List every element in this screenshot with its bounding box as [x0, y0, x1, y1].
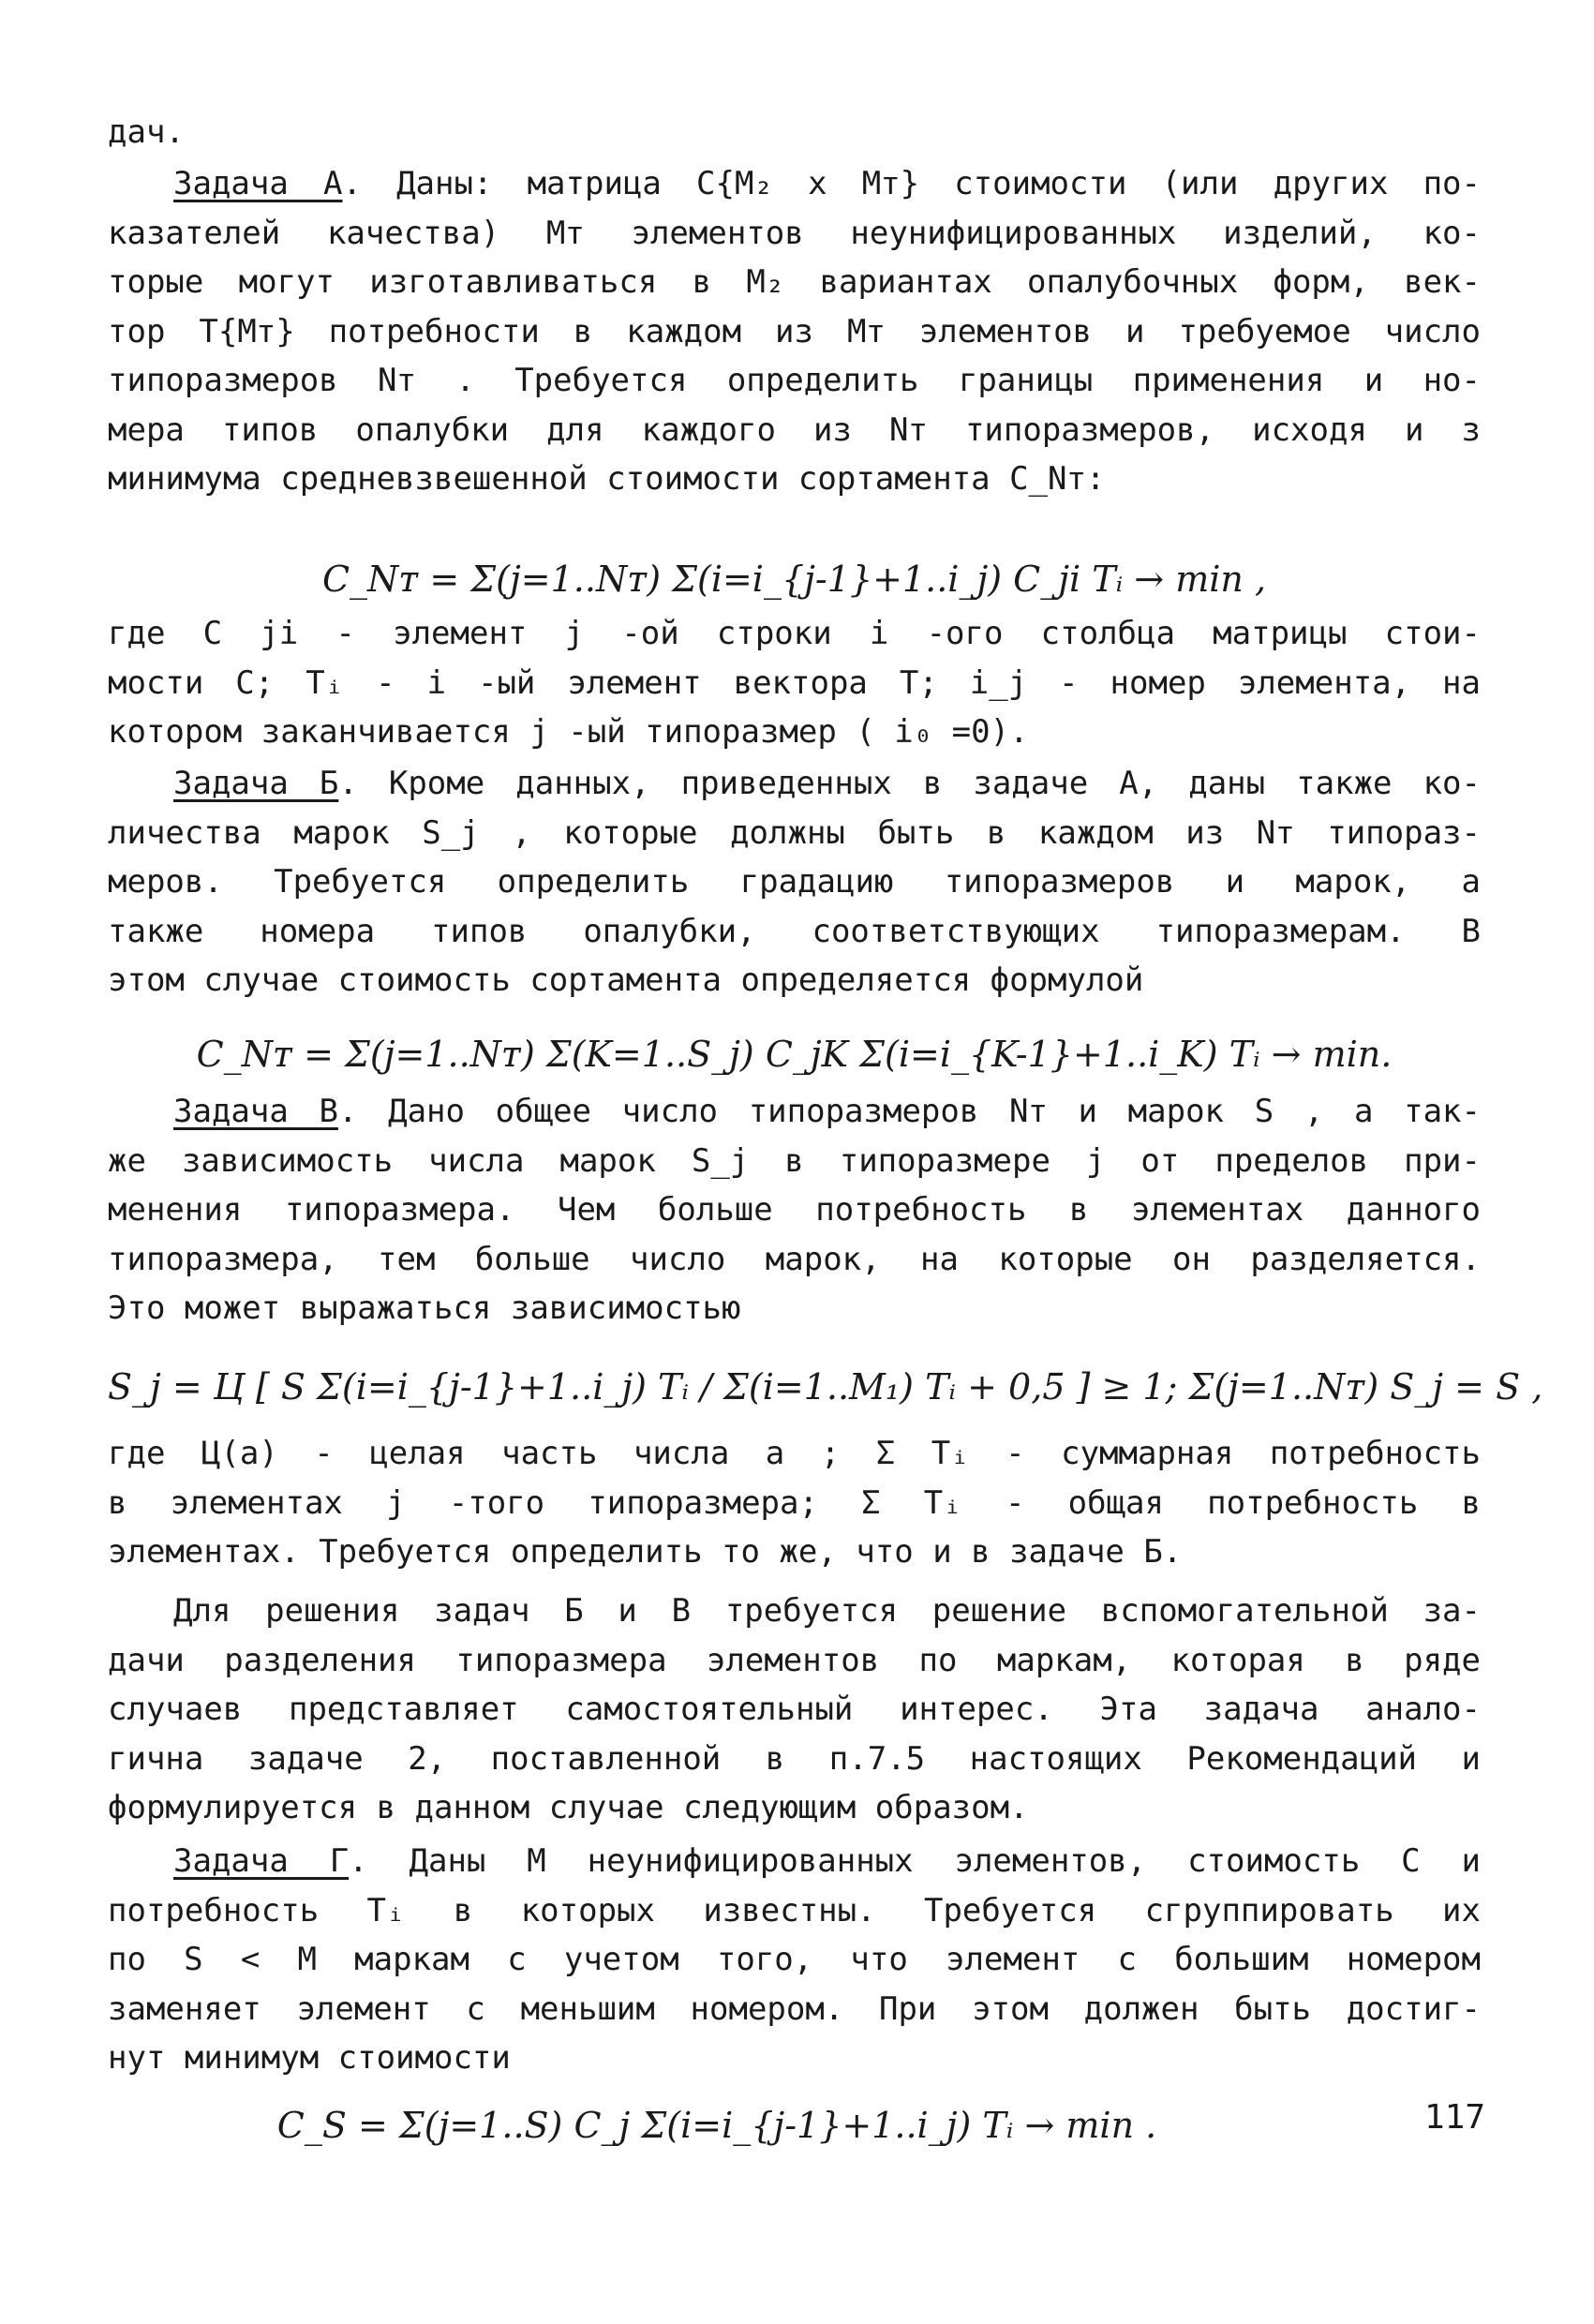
task-a-paragraph [108, 159, 1481, 504]
text-line: заменяет элемент с меньшим номером. При этом должен быть достиг- [108, 1989, 1481, 2028]
text-line: гична задаче 2, поставленной в п.7.5 настоящих Рекомендаций и [108, 1739, 1481, 1778]
text-line: также номера типов опалубки, соответствующих типоразмерам. В [108, 912, 1481, 950]
text-line: где C ji - элемент j -ой строки i -ого столбца матрицы стои- [108, 615, 1481, 652]
text-line: формулируется в данном случае следующим образом. [108, 1789, 1029, 1826]
task-b-paragraph [108, 759, 1481, 1006]
text-line: Задача В. Дано общее число типоразмеров Nᴛ и марок S , а так- [173, 1093, 1481, 1130]
formula-task-v: S_j = Ц [ S Σ(i=i_{j-1}+1..i_j) Tᵢ / Σ(i=1..M₁) Tᵢ + 0,5 ] ≥ 1; Σ(j=1..Nᴛ) S_j = S , [108, 1366, 1543, 1408]
task-a-title: Задача А [173, 165, 343, 202]
text-line: типоразмера, тем больше число марок, на которые он разделяется. [108, 1240, 1481, 1278]
auxiliary-task-paragraph [108, 1587, 1481, 1833]
text-line: котором заканчивается j -ый типоразмер ( i₀ =0). [108, 713, 1029, 751]
text-line: Для решения задач Б и В требуется решение вспомогательной за- [173, 1592, 1481, 1630]
text-line: личества марок S_j , которые должны быть в каждом из Nᴛ типораз- [108, 813, 1481, 852]
text-line: потребность Tᵢ в которых известны. Требуется сгруппировать их [108, 1891, 1481, 1929]
text-line: Задача Г. Даны М неунифицированных элементов, стоимость С и [173, 1842, 1481, 1880]
page-number: 117 [1423, 2098, 1485, 2137]
text-line: элементах. Требуется определить то же, что и в задаче Б. [108, 1533, 1183, 1571]
text-line: казателей качества) Mᴛ элементов неунифицированных изделий, ко- [108, 214, 1481, 252]
text-line: Задача Б. Кроме данных, приведенных в задаче А, даны также ко- [173, 765, 1481, 802]
text-line: торые могут изготавливаться в M₂ вариантах опалубочных форм, век- [108, 263, 1481, 301]
text-line: дачи разделения типоразмера элементов по маркам, которая в ряде [108, 1641, 1481, 1679]
task-v-paragraph [108, 1087, 1481, 1333]
text-line: же зависимость числа марок S_j в типоразмере j от пределов при- [108, 1141, 1481, 1180]
task-a-where-paragraph [108, 609, 1481, 757]
text-line: случаев представляет самостоятельный интерес. Эта задача анало- [108, 1691, 1481, 1728]
task-v-title: Задача В [173, 1093, 338, 1130]
text-line: где Ц(a) - целая часть числа a ; Σ Tᵢ - суммарная потребность [108, 1435, 1481, 1472]
text-line: Задача А. Даны: матрица C{M₂ x Mᴛ} стоимости (или других по- [173, 165, 1481, 202]
text-line: мера типов опалубки для каждого из Nᴛ типоразмеров, исходя и з [108, 410, 1481, 449]
paragraph-tail [108, 108, 1481, 157]
text-line: нут минимум стоимости [108, 2039, 511, 2077]
text-line: по S < М маркам с учетом того, что элемент с большим номером [108, 1941, 1481, 1978]
text-line: в элементах j -того типоразмера; Σ Tᵢ - общая потребность в [108, 1483, 1481, 1522]
task-v-where-paragraph [108, 1429, 1481, 1577]
text-line: мости C; Tᵢ - i -ый элемент вектора T; i_j - номер элемента, на [108, 663, 1481, 702]
text-line: типоразмеров Nᴛ . Требуется определить границы применения и но- [108, 362, 1481, 399]
formula-task-g: C_S = Σ(j=1..S) C_j Σ(i=i_{j-1}+1..i_j) Tᵢ → min . [276, 2105, 1157, 2146]
text-line: Это может выражаться зависимостью [108, 1289, 741, 1327]
text-line: тор T{Mᴛ} потребности в каждом из Mᴛ элементов и требуемое число [108, 312, 1481, 350]
task-b-title: Задача Б [173, 765, 339, 802]
task-g-paragraph [108, 1837, 1481, 2083]
text-line: минимума средневзвешенной стоимости сортамента C_Nᴛ: [108, 460, 1106, 498]
task-g-title: Задача Г [173, 1842, 350, 1880]
formula-task-b: C_Nᴛ = Σ(j=1..Nᴛ) Σ(K=1..S_j) C_jK Σ(i=i_{K-1}+1..i_K) Tᵢ → min. [196, 1034, 1393, 1075]
text-line: дач. [108, 113, 185, 151]
formula-task-a: C_Nᴛ = Σ(j=1..Nᴛ) Σ(i=i_{j-1}+1..i_j) C_ji Tᵢ → min , [321, 559, 1267, 600]
text-line: менения типоразмера. Чем больше потребность в элементах данного [108, 1191, 1481, 1229]
text-line: этом случае стоимость сортамента определяется формулой [108, 961, 1144, 999]
text-line: меров. Требуется определить градацию типоразмеров и марок, а [108, 863, 1481, 901]
